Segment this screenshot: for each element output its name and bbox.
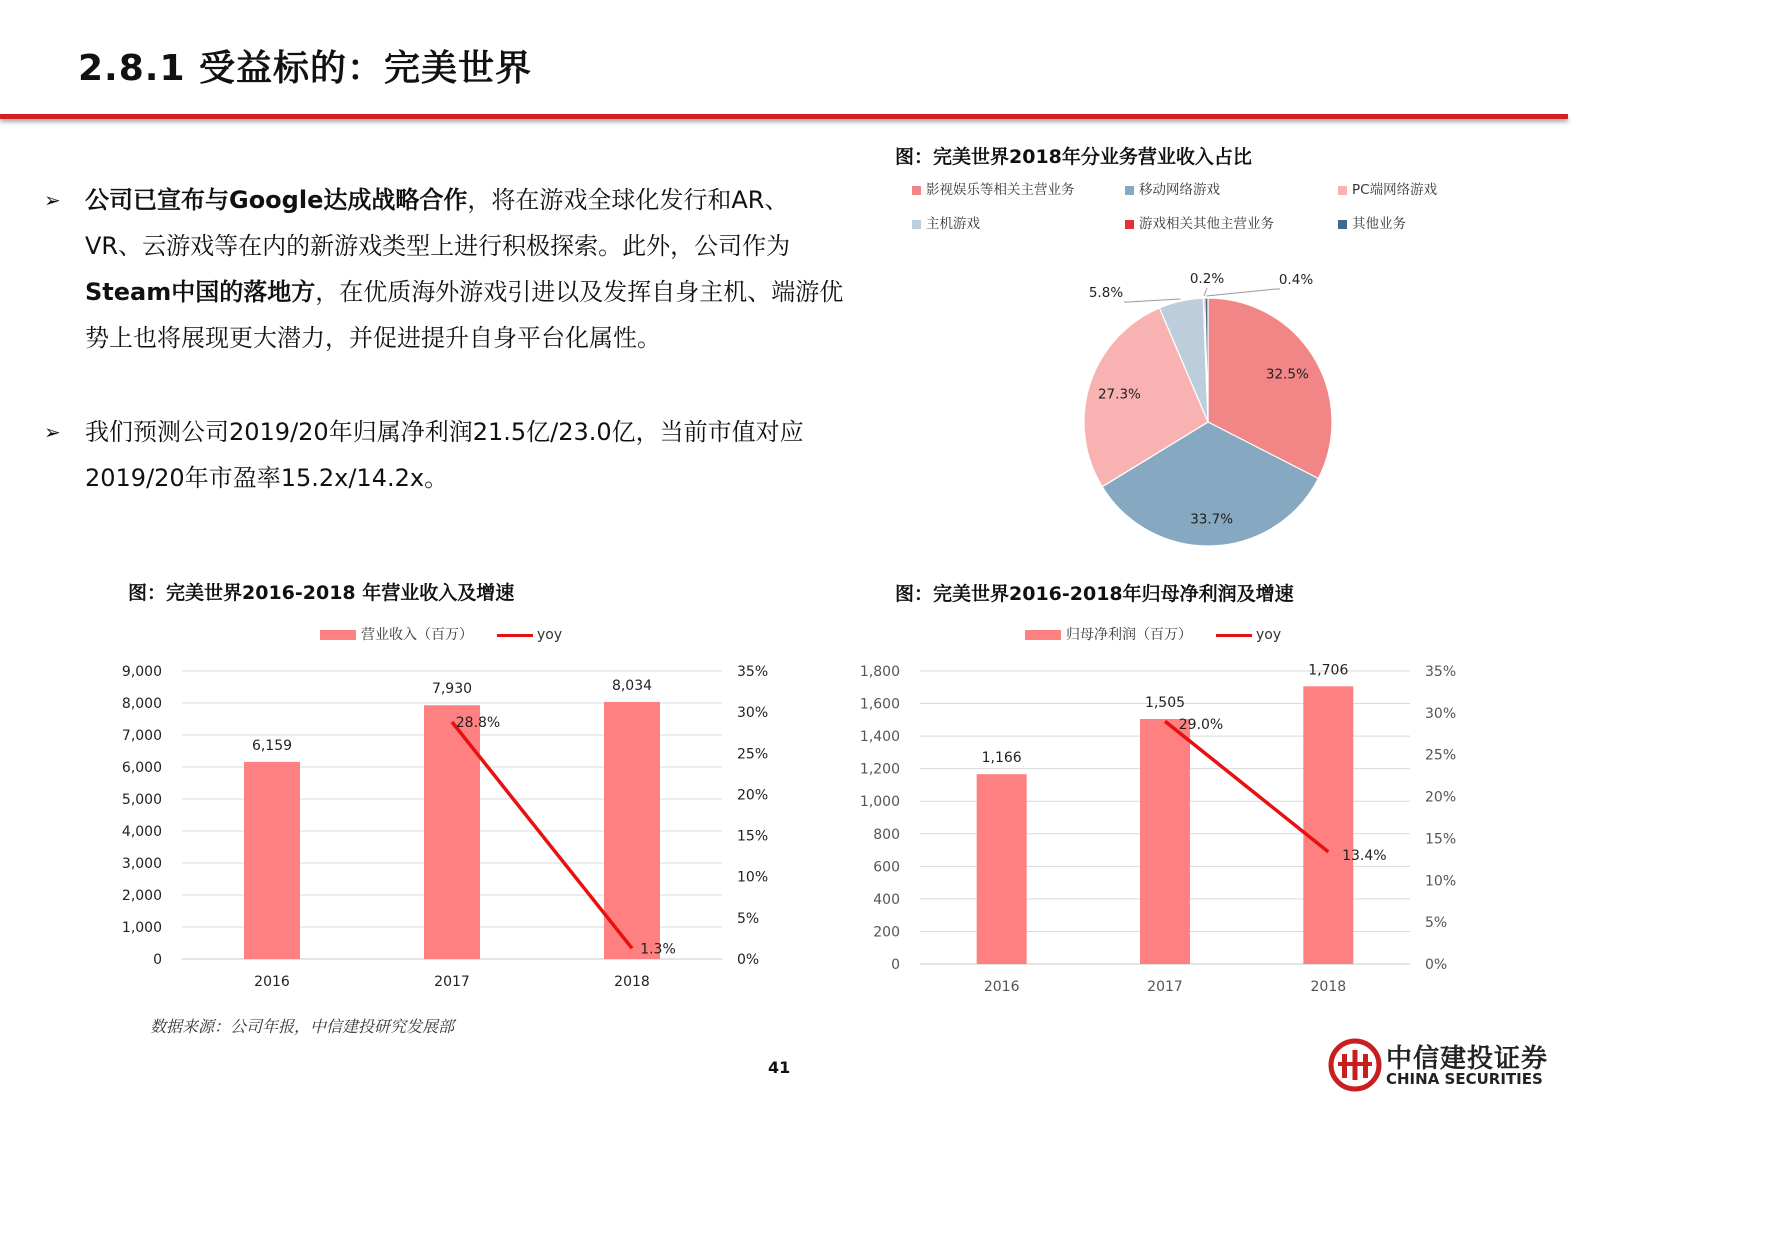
bullet-1-text [85, 177, 844, 361]
pie-legend-item: 游戏相关其他主营业务 [1125, 212, 1274, 232]
line-legend-swatch [497, 634, 533, 637]
line-data-label: 29.0% [1178, 717, 1224, 734]
pie-legend-item: 主机游戏 [912, 212, 980, 232]
line-data-label: 28.8% [455, 715, 501, 732]
bar-legend-swatch [320, 630, 356, 640]
y2-axis-tick-label: 20% [1425, 789, 1457, 806]
bullet-segment: 我们预测公司2019/20年归属净利润21.5亿/23.0亿，当前市值对应2019/20年市盈率15.2x/14.2x。 [85, 418, 804, 492]
pie-slice-label: 0.4% [1278, 272, 1314, 288]
bullet-1 [44, 177, 844, 361]
profit-chart-title: 图：完美世界2016-2018年归母净利润及增速 [895, 583, 1294, 605]
x-axis-tick-label: 2016 [254, 974, 290, 990]
logo-chinese-name: 中信建投证券 [1386, 1044, 1549, 1074]
pie-legend-item: PC端网络游戏 [1338, 178, 1437, 198]
y2-axis-tick-label: 10% [737, 869, 769, 886]
y2-axis-tick-label: 0% [1425, 957, 1448, 973]
y2-axis-tick-label: 30% [737, 705, 769, 722]
bullet-2-text [85, 409, 844, 501]
y-axis-tick-label: 2,000 [121, 888, 162, 904]
y-axis-tick-label: 400 [873, 891, 900, 908]
pie-slice-label: 27.3% [1097, 386, 1141, 403]
y-axis-tick-label: 0 [153, 952, 162, 968]
bullet-segment: ，将在游戏全球化发行和AR、VR、云游戏等在内的新游戏类型上进行积极探索。此外，公司作为 [85, 186, 791, 260]
legend-swatch [912, 220, 921, 229]
logo-english-name: CHINA SECURITIES [1386, 1070, 1543, 1088]
y2-axis-tick-label: 0% [737, 952, 760, 968]
bullet-segment: 公司已宣布与Google达成战略合作 [85, 186, 468, 214]
y-axis-tick-label: 600 [873, 859, 900, 876]
y-axis-tick-label: 6,000 [121, 760, 162, 776]
y2-axis-tick-label: 5% [737, 910, 760, 927]
pie-leader-line [1124, 299, 1180, 302]
bar-legend-swatch [1025, 630, 1061, 640]
y2-axis-tick-label: 30% [1425, 705, 1457, 722]
bar [244, 762, 300, 959]
y2-axis-tick-label: 25% [737, 746, 769, 763]
pie-slice-label: 33.7% [1190, 511, 1234, 528]
pie-legend-item: 其他业务 [1338, 212, 1406, 232]
y-axis-tick-label: 4,000 [121, 824, 162, 840]
bar-data-label: 8,034 [611, 677, 653, 694]
bar [604, 702, 660, 959]
revenue-chart [110, 650, 790, 1000]
bullet-2 [44, 409, 844, 501]
pie-slice-label: 0.2% [1189, 271, 1225, 287]
x-axis-tick-label: 2016 [983, 979, 1020, 995]
y-axis-tick-label: 8,000 [121, 696, 162, 712]
bar-data-label: 1,505 [1144, 695, 1186, 712]
line-legend-swatch [1216, 634, 1252, 637]
y-axis-tick-label: 5,000 [121, 792, 162, 808]
pie-leader-line [1204, 288, 1207, 296]
y2-axis-tick-label: 5% [1425, 915, 1448, 932]
legend-swatch [912, 186, 921, 195]
y-axis-tick-label: 1,000 [859, 794, 900, 811]
bar-data-label: 1,706 [1308, 662, 1349, 679]
x-axis-tick-label: 2017 [1147, 979, 1183, 995]
legend-swatch [1125, 186, 1134, 195]
y2-axis-tick-label: 35% [737, 664, 769, 680]
y2-axis-tick-label: 35% [1425, 664, 1457, 680]
y-axis-tick-label: 1,600 [859, 696, 900, 713]
pie-legend-item: 影视娱乐等相关主营业务 [912, 178, 1075, 198]
china-securities-logo-icon [1328, 1038, 1382, 1092]
y-axis-tick-label: 800 [873, 826, 900, 843]
y-axis-tick-label: 7,000 [121, 728, 162, 744]
bar [1303, 686, 1353, 964]
pie-slice-label: 32.5% [1265, 366, 1309, 383]
line-data-label: 13.4% [1342, 847, 1387, 864]
bar [977, 774, 1027, 964]
y-axis-tick-label: 1,000 [121, 920, 162, 936]
legend-swatch [1338, 220, 1347, 229]
y-axis-tick-label: 0 [891, 957, 900, 973]
legend-swatch [1338, 186, 1347, 195]
pie-chart [1060, 260, 1360, 560]
legend-swatch [1125, 220, 1134, 229]
pie-legend-item: 移动网络游戏 [1125, 178, 1220, 198]
y-axis-tick-label: 1,800 [859, 664, 900, 680]
page-title: 2.8.1 受益标的：完美世界 [78, 48, 533, 89]
revenue-chart-title: 图：完美世界2016-2018 年营业收入及增速 [128, 582, 515, 604]
bar [424, 705, 480, 959]
x-axis-tick-label: 2018 [614, 974, 650, 990]
bullet-segment: Steam中国的落地方 [85, 278, 316, 306]
bar-data-label: 7,930 [431, 681, 473, 698]
profit-chart [850, 650, 1530, 1010]
x-axis-tick-label: 2017 [434, 974, 470, 990]
bullet-segment: ，在优质海外游戏引进以及发挥自身主机、端游优势上也将展现更大潜力，并促进提升自身平台化属性。 [85, 278, 844, 352]
header-divider [0, 114, 1568, 119]
y2-axis-tick-label: 15% [737, 828, 769, 845]
revenue-chart-legend: 营业收入（百万） yoy [320, 624, 562, 644]
y2-axis-tick-label: 15% [1425, 831, 1457, 848]
bar [1140, 719, 1190, 964]
y-axis-tick-label: 1,400 [859, 729, 900, 746]
company-logo [1328, 1036, 1548, 1094]
y2-axis-tick-label: 20% [737, 787, 769, 804]
x-axis-tick-label: 2018 [1310, 979, 1347, 995]
line-data-label: 1.3% [640, 941, 676, 958]
y2-axis-tick-label: 25% [1425, 747, 1457, 764]
pie-leader-line [1206, 289, 1280, 296]
bar-data-label: 6,159 [251, 737, 293, 754]
page-number: 41 [768, 1058, 791, 1077]
y2-axis-tick-label: 10% [1425, 873, 1457, 890]
bullet-arrow-icon: ➢ [44, 420, 61, 444]
pie-chart-title: 图：完美世界2018年分业务营业收入占比 [895, 146, 1252, 168]
y-axis-tick-label: 9,000 [121, 664, 162, 680]
y-axis-tick-label: 200 [873, 924, 900, 941]
bullet-arrow-icon: ➢ [44, 188, 61, 212]
y-axis-tick-label: 3,000 [121, 856, 162, 872]
pie-slice-label: 5.8% [1088, 285, 1124, 301]
bar-data-label: 1,166 [981, 750, 1022, 767]
profit-chart-legend: 归母净利润（百万） yoy [1025, 624, 1281, 644]
data-source-note: 数据来源：公司年报，中信建投研究发展部 [150, 1017, 455, 1036]
y-axis-tick-label: 1,200 [859, 761, 900, 778]
